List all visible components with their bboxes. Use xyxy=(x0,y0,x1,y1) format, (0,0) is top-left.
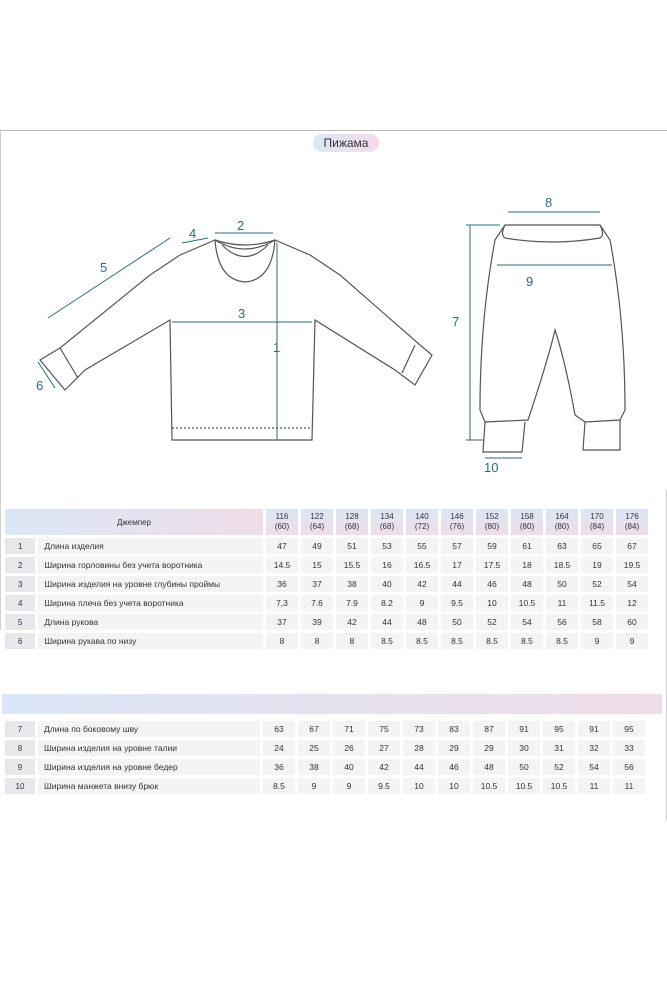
row-value: 95 xyxy=(543,721,575,737)
row-value: 12 xyxy=(616,595,648,611)
row-value: 8 xyxy=(336,633,368,649)
size-header xyxy=(266,509,298,535)
size-header xyxy=(511,509,543,535)
row-value: 19 xyxy=(581,557,613,573)
label-3: 3 xyxy=(238,306,246,321)
row-value: 14.5 xyxy=(266,557,298,573)
row-value: 10.5 xyxy=(511,595,543,611)
row-value: 54 xyxy=(511,614,543,630)
size-height: 152 xyxy=(485,512,499,521)
row-value: 11 xyxy=(546,595,578,611)
row-name: Ширина изделия на уровне бедер xyxy=(38,759,260,775)
row-value: 29 xyxy=(438,740,470,756)
row-number: 7 xyxy=(5,721,35,737)
row-value: 7.6 xyxy=(301,595,333,611)
size-header xyxy=(371,509,403,535)
table-row xyxy=(5,759,645,775)
size-chest: (72) xyxy=(414,522,430,531)
row-value: 28 xyxy=(403,740,435,756)
label-8: 8 xyxy=(545,195,553,210)
row-value: 87 xyxy=(473,721,505,737)
row-name: Длина рукова xyxy=(38,614,263,630)
row-value: 36 xyxy=(266,576,298,592)
row-value: 56 xyxy=(546,614,578,630)
row-name: Ширина манжета внизу брюк xyxy=(38,778,260,794)
row-value: 61 xyxy=(511,538,543,554)
row-value: 9 xyxy=(298,778,330,794)
size-chest: (84) xyxy=(589,522,605,531)
size-height: 140 xyxy=(415,512,429,521)
row-name: Ширина плеча без учета воротника xyxy=(38,595,263,611)
size-header xyxy=(581,509,613,535)
row-value: 60 xyxy=(616,614,648,630)
size-chest: (76) xyxy=(449,522,465,531)
row-name: Ширина изделия на уровне глубины проймы xyxy=(38,576,263,592)
table-row xyxy=(5,740,645,756)
row-name: Ширина изделия на уровне талии xyxy=(38,740,260,756)
row-value: 54 xyxy=(616,576,648,592)
size-chest: (84) xyxy=(624,522,640,531)
jumper-header-row xyxy=(5,509,648,535)
row-value: 36 xyxy=(263,759,295,775)
row-value: 73 xyxy=(403,721,435,737)
size-header xyxy=(546,509,578,535)
pants-size-table xyxy=(2,718,648,797)
size-header xyxy=(476,509,508,535)
label-5: 5 xyxy=(100,260,108,275)
size-chest: (64) xyxy=(309,522,325,531)
table-row xyxy=(5,595,648,611)
row-value: 31 xyxy=(543,740,575,756)
row-name: Ширина горловины без учета воротника xyxy=(38,557,263,573)
table-row xyxy=(5,538,648,554)
row-value: 46 xyxy=(476,576,508,592)
row-value: 11.5 xyxy=(581,595,613,611)
row-value: 8.5 xyxy=(511,633,543,649)
row-value: 44 xyxy=(403,759,435,775)
row-value: 57 xyxy=(441,538,473,554)
row-value: 8.5 xyxy=(441,633,473,649)
row-value: 7,3 xyxy=(266,595,298,611)
row-value: 38 xyxy=(336,576,368,592)
size-height: 170 xyxy=(590,512,604,521)
row-value: 10 xyxy=(438,778,470,794)
row-number: 3 xyxy=(5,576,35,592)
row-number: 5 xyxy=(5,614,35,630)
table-row xyxy=(5,778,645,794)
row-value: 19.5 xyxy=(616,557,648,573)
row-number: 8 xyxy=(5,740,35,756)
label-1: 1 xyxy=(273,340,281,355)
row-value: 7.9 xyxy=(336,595,368,611)
row-value: 37 xyxy=(266,614,298,630)
size-chest: (80) xyxy=(554,522,570,531)
row-value: 17 xyxy=(441,557,473,573)
size-chest: (80) xyxy=(519,522,535,531)
row-value: 8.5 xyxy=(263,778,295,794)
row-value: 11 xyxy=(578,778,610,794)
row-value: 91 xyxy=(578,721,610,737)
size-height: 158 xyxy=(520,512,534,521)
row-value: 9 xyxy=(581,633,613,649)
row-value: 25 xyxy=(298,740,330,756)
row-name: Длина изделия xyxy=(38,538,263,554)
row-value: 56 xyxy=(613,759,645,775)
row-value: 16.5 xyxy=(406,557,438,573)
table-row xyxy=(5,557,648,573)
size-height: 116 xyxy=(275,512,289,521)
row-value: 71 xyxy=(333,721,365,737)
row-value: 9.5 xyxy=(368,778,400,794)
row-value: 29 xyxy=(473,740,505,756)
size-height: 122 xyxy=(310,512,324,521)
row-value: 10.5 xyxy=(543,778,575,794)
row-number: 1 xyxy=(5,538,35,554)
row-value: 42 xyxy=(368,759,400,775)
row-number: 4 xyxy=(5,595,35,611)
page-title: Пижама xyxy=(313,134,379,152)
row-value: 83 xyxy=(438,721,470,737)
row-value: 8.5 xyxy=(546,633,578,649)
row-value: 9 xyxy=(406,595,438,611)
size-header xyxy=(336,509,368,535)
row-value: 52 xyxy=(543,759,575,775)
row-value: 17.5 xyxy=(476,557,508,573)
row-value: 91 xyxy=(508,721,540,737)
label-4: 4 xyxy=(189,226,197,241)
table-row xyxy=(5,576,648,592)
table-row xyxy=(5,633,648,649)
size-header xyxy=(406,509,438,535)
row-value: 39 xyxy=(301,614,333,630)
row-value: 54 xyxy=(578,759,610,775)
row-value: 10 xyxy=(403,778,435,794)
row-value: 42 xyxy=(406,576,438,592)
jumper-size-table xyxy=(2,506,651,652)
size-height: 128 xyxy=(345,512,359,521)
row-value: 49 xyxy=(301,538,333,554)
row-value: 16 xyxy=(371,557,403,573)
row-value: 67 xyxy=(298,721,330,737)
row-value: 15.5 xyxy=(336,557,368,573)
size-chest: (68) xyxy=(379,522,395,531)
size-chest: (60) xyxy=(274,522,290,531)
size-height: 134 xyxy=(380,512,394,521)
row-value: 46 xyxy=(438,759,470,775)
row-value: 52 xyxy=(581,576,613,592)
row-value: 9 xyxy=(616,633,648,649)
row-value: 40 xyxy=(371,576,403,592)
size-height: 176 xyxy=(625,512,639,521)
row-value: 42 xyxy=(336,614,368,630)
row-value: 8.5 xyxy=(476,633,508,649)
row-value: 48 xyxy=(473,759,505,775)
row-name: Ширина рукава по низу xyxy=(38,633,263,649)
row-value: 40 xyxy=(333,759,365,775)
row-value: 10 xyxy=(476,595,508,611)
row-value: 63 xyxy=(546,538,578,554)
label-10: 10 xyxy=(484,460,499,475)
row-value: 18 xyxy=(511,557,543,573)
row-value: 65 xyxy=(581,538,613,554)
pants-outline xyxy=(480,225,625,452)
row-name: Длина по боковому шву xyxy=(38,721,260,737)
row-value: 44 xyxy=(441,576,473,592)
size-header xyxy=(616,509,648,535)
size-height: 164 xyxy=(555,512,569,521)
row-value: 32 xyxy=(578,740,610,756)
row-value: 9.5 xyxy=(441,595,473,611)
row-number: 6 xyxy=(5,633,35,649)
row-value: 15 xyxy=(301,557,333,573)
size-header xyxy=(441,509,473,535)
row-value: 26 xyxy=(333,740,365,756)
jumper-outline xyxy=(40,240,432,440)
label-2: 2 xyxy=(237,218,245,233)
row-value: 67 xyxy=(616,538,648,554)
row-value: 8.5 xyxy=(371,633,403,649)
size-height: 146 xyxy=(450,512,464,521)
row-value: 10.5 xyxy=(508,778,540,794)
row-number: 9 xyxy=(5,759,35,775)
row-value: 30 xyxy=(508,740,540,756)
row-value: 59 xyxy=(476,538,508,554)
row-value: 11 xyxy=(613,778,645,794)
row-value: 8.5 xyxy=(406,633,438,649)
table-row xyxy=(5,614,648,630)
label-7: 7 xyxy=(452,314,460,329)
table-row xyxy=(5,721,645,737)
row-value: 75 xyxy=(368,721,400,737)
row-value: 51 xyxy=(336,538,368,554)
row-value: 58 xyxy=(581,614,613,630)
row-value: 18.5 xyxy=(546,557,578,573)
row-value: 48 xyxy=(406,614,438,630)
row-value: 33 xyxy=(613,740,645,756)
pants-header-band xyxy=(2,694,662,714)
garment-diagram xyxy=(0,0,667,490)
size-header xyxy=(301,509,333,535)
row-value: 8 xyxy=(301,633,333,649)
row-value: 48 xyxy=(511,576,543,592)
measure-lines xyxy=(38,212,612,458)
jumper-header: Джемпер xyxy=(5,509,263,535)
row-value: 50 xyxy=(546,576,578,592)
row-number: 2 xyxy=(5,557,35,573)
row-value: 95 xyxy=(613,721,645,737)
label-6: 6 xyxy=(36,378,44,393)
row-value: 53 xyxy=(371,538,403,554)
row-value: 44 xyxy=(371,614,403,630)
row-value: 50 xyxy=(441,614,473,630)
row-value: 27 xyxy=(368,740,400,756)
size-chest: (68) xyxy=(344,522,360,531)
row-value: 52 xyxy=(476,614,508,630)
row-value: 24 xyxy=(263,740,295,756)
row-value: 63 xyxy=(263,721,295,737)
row-number: 10 xyxy=(5,778,35,794)
row-value: 10.5 xyxy=(473,778,505,794)
label-9: 9 xyxy=(526,274,534,289)
row-value: 37 xyxy=(301,576,333,592)
size-chest: (80) xyxy=(484,522,500,531)
row-value: 38 xyxy=(298,759,330,775)
row-value: 8 xyxy=(266,633,298,649)
row-value: 55 xyxy=(406,538,438,554)
row-value: 50 xyxy=(508,759,540,775)
row-value: 47 xyxy=(266,538,298,554)
row-value: 9 xyxy=(333,778,365,794)
row-value: 8.2 xyxy=(371,595,403,611)
